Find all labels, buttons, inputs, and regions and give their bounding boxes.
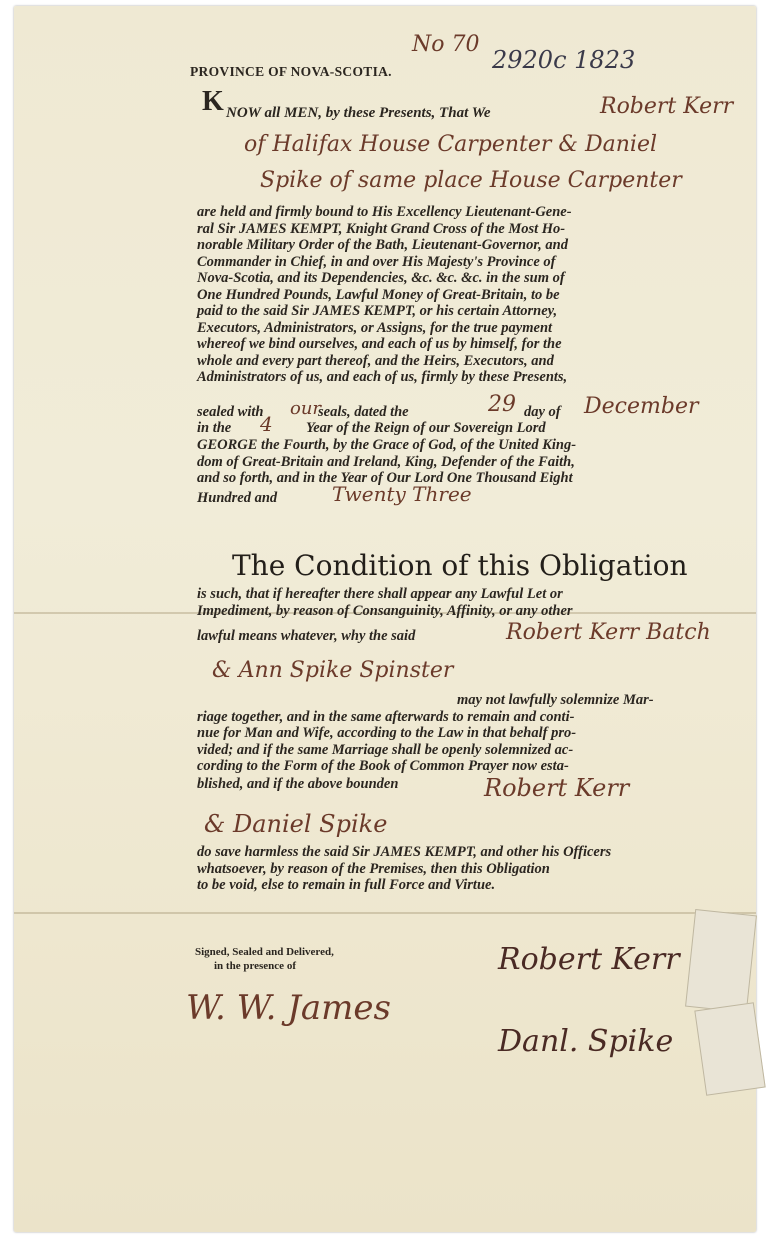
text-line: to be void, else to remain in full Force and Virtue. [197, 877, 496, 893]
witness-signature: W. W. James [186, 988, 391, 1028]
text-line: are held and firmly bound to His Excellency Lieutenant-Gene- [197, 204, 572, 220]
date-reference: 2920c 1823 [492, 46, 636, 74]
hand-day: 29 [488, 392, 516, 417]
signature-robert-kerr: Robert Kerr [498, 942, 680, 977]
text-line: ral Sir JAMES KEMPT, Knight Grand Cross of the Most Ho- [197, 220, 566, 237]
wax-seal-paper [694, 1002, 765, 1096]
text-line: whatsoever, by reason of the Premises, then this Obligation [197, 860, 550, 877]
text-line: riage together, and in the same afterwards to remain and conti- [197, 708, 575, 725]
sealed-with-text: sealed with [197, 404, 264, 420]
text-line: whereof we bind ourselves, and each of us by himself, for the [197, 336, 562, 352]
in-the-text: in the [197, 420, 232, 436]
hand-our: our [290, 398, 322, 419]
text-line: nue for Man and Wife, according to the Law in that behalf pro- [197, 725, 577, 741]
text-line: cording to the Form of the Book of Common Prayer now esta- [197, 758, 569, 774]
condition-title: The Condition of this Obligation [232, 549, 688, 582]
condition-closing [197, 844, 611, 894]
hand-year-words: Twenty Three [332, 482, 472, 506]
condition-body [197, 586, 573, 619]
text-line: Administrators of us, and each of us, firmly by these Presents, [197, 369, 568, 385]
hand-month: December [584, 394, 699, 419]
text-line: may not lawfully solemnize Mar- [457, 692, 654, 708]
text-line: norable Military Order of the Bath, Lieutenant-Governor, and [197, 237, 568, 253]
text-line: vided; and if the same Marriage shall be openly solemnized ac- [197, 741, 574, 758]
bond-body [197, 204, 572, 386]
bounden-text: blished, and if the above bounden [197, 776, 399, 792]
fold-line [14, 912, 756, 914]
text-line: One Hundred Pounds, Lawful Money of Great-Britain, to be [197, 286, 560, 303]
text-line: Executors, Administrators, or Assigns, for the true payment [197, 319, 553, 336]
hand-bounden-robert: Robert Kerr [484, 774, 630, 802]
text-line: Nova-Scotia, and its Dependencies, &c. &c. &c. in the sum of [197, 270, 565, 286]
drop-cap: K [202, 86, 224, 117]
hand-line-halifax: of Halifax House Carpenter & Daniel [244, 132, 658, 157]
text-line: whole and every part thereof, and the Heirs, Executors, and [197, 352, 554, 369]
day-of-text: day of [524, 404, 561, 420]
province-heading: PROVINCE OF NOVA-SCOTIA. [190, 64, 392, 79]
condition-body-continued [197, 692, 654, 775]
text-line: do save harmless the said Sir JAMES KEMPT, and other his Officers [197, 844, 612, 860]
presence-label: in the presence of [214, 960, 296, 972]
document-number: No 70 [412, 32, 480, 57]
hundred-and-text: Hundred and [197, 490, 278, 506]
hand-bride: & Ann Spike Spinster [212, 658, 454, 683]
text-line: is such, that if hereafter there shall appear any Lawful Let or [197, 586, 563, 602]
hand-bounden-daniel: & Daniel Spike [204, 810, 388, 838]
text-line: Impediment, by reason of Consanguinity, Affinity, or any other [197, 602, 573, 619]
signature-daniel-spike: Danl. Spike [498, 1024, 674, 1059]
wax-seal-paper [685, 909, 757, 1013]
text-line: GEORGE the Fourth, by the Grace of God, of the United King- [197, 437, 577, 453]
text-line: dom of Great-Britain and Ireland, King, Defender of the Faith, [197, 453, 575, 470]
opening-text: NOW all MEN, by these Presents, That We [226, 105, 491, 121]
hand-name-robert-kerr: Robert Kerr [600, 94, 734, 119]
seals-dated-text: seals, dated the [318, 404, 409, 420]
lawful-means-text: lawful means whatever, why the said [197, 628, 416, 644]
text-line: and so forth, and in the Year of Our Lord One Thousand Eight [197, 470, 573, 486]
hand-reign-year: 4 [260, 412, 273, 436]
text-line: paid to the said Sir JAMES KEMPT, or his certain Attorney, [197, 303, 558, 319]
bond-body-continued [197, 437, 576, 487]
signed-label: Signed, Sealed and Delivered, [195, 946, 334, 958]
hand-groom: Robert Kerr Batch [506, 620, 711, 645]
reign-text: Year of the Reign of our Sovereign Lord [306, 420, 546, 436]
hand-line-same-place: Spike of same place House Carpenter [260, 168, 682, 193]
text-line: Commander in Chief, in and over His Majesty's Province of [197, 253, 556, 270]
document-paper [14, 6, 756, 1232]
